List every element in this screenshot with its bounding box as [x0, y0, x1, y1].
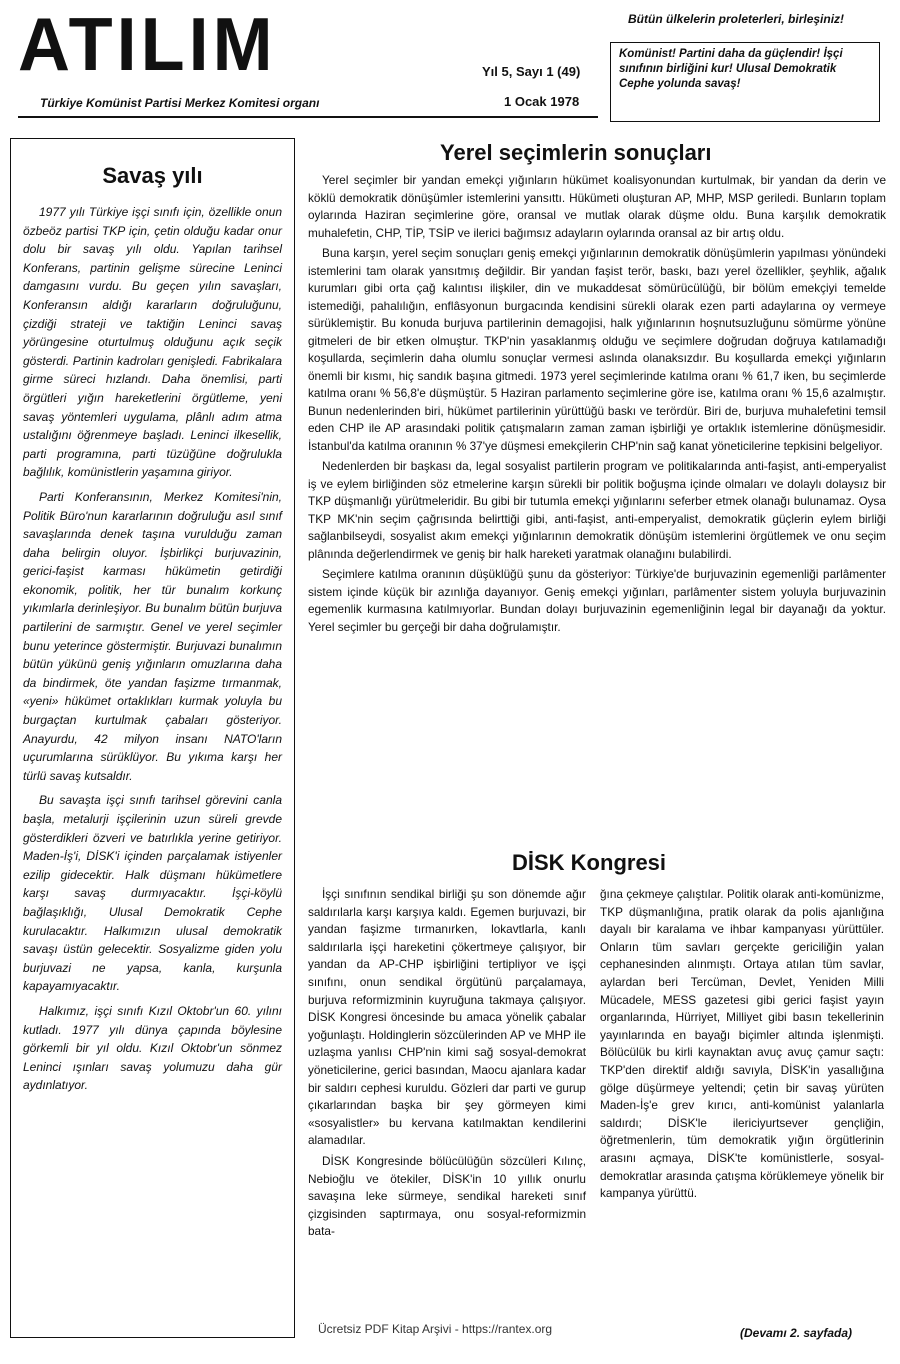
editorial-paragraph: Halkımız, işçi sınıfı Kızıl Oktobr'un 60. yılını kutladı. 1977 yılı dünya çapında böylesine görkemli bir yıl oldu. Kızıl Oktobr'un sönmez Leninci ışınları savaş yolumuzu daha gür aydınlatıyor. — [23, 1003, 282, 1093]
main-article-paragraph: Yerel seçimler bir yandan emekçi yığınların hükümet koalisyonundan kurtulmak, bir yandan da derin ve köklü demokratik dönüşümler istemlerini yansıttı. Hükümeti oluşturan AP, MHP, MSP geriledi. Bunların toplam oylarında Haziran seçimlerine göre, oransal ve mutlak olarak düşme oldu. Buna karşılık demokratik muhalefetin, CHP, TİP, TSİP ve ilerici bağımsız adayların oylarında oransal az bir artış oldu. — [308, 173, 886, 240]
editorial-box — [10, 138, 295, 1338]
disk-article-title: DİSK Kongresi — [512, 850, 667, 875]
editorial-paragraph: 1977 yılı Türkiye işçi sınıfı için, özellikle onun özbeöz partisi TKP için, çetin olduğu kadar onur dolu bir savaş yılı oldu. Yapılan tarihsel Konferans, partinin gelişme sürecine Leninci damgasını vurdu. Bu geçen yılın savaşları, Konferansın aldığı kararların doğruluğunu, çizdiği strateji ve taktiğin Leninci savaş yörüngesine oturtulmuş olduğunu açık seçik gösterdi. Partinin kadroları genişledi. Fabrikalara girme süreci hızlandı. Daha önemlisi, parti örgütleri yığın hareketlerini örgütleme, yeni savaş yöntemleri uygulama, plânlı adım atma ustalığını öğrenmeye başladı. Leninci ilkesellik, parti programına, parti tüzüğüne doğrulukla bağlılık, komünistlerin yaşamına giriyor. — [23, 205, 282, 480]
editorial-paragraph: Parti Konferansının, Merkez Komitesi'nin, Politik Büro'nun kararlarının doğruluğu asıl sınıf savaşlarında denek taşına vurulduğu zaman daha belirgin oluyor. İşbirlikçi burjuvazinin, gerici-faşist karması hükümetin getirdiği ekonomik, politik, her tür bunalım korkunç yıkımlarla derinleşiyor. Bu bunalım bütün burjuva partilerini de sarmıştır. Genel ve yerel seçimler bunu yeterince göstermiştir. Burjuvazi bunalımın bütün yükünü geniş yığınların omuzlarına daha da bindirmek, öte yandan faşizme tırmanmak, «yeni» hükümet ortaklıkları kurmak yoluyla bu burgaçtan kurtulmak çabaları gösteriyor. Anayurdu, 42 milyon insanı NATO'ların uçurumlarına sürüklüyor. Bu yıkıma karşı her türlü savaş kutsaldır. — [23, 489, 283, 783]
issue-date: 1 Ocak 1978 — [504, 94, 580, 109]
issue-number: Yıl 5, Sayı 1 (49) — [482, 64, 581, 79]
motto: Bütün ülkelerin proleterleri, birleşiniz! — [628, 12, 845, 26]
slogan-box: Komünist! Partini daha da güçlendir! İşçi sınıfının birliğini kur! Ulusal Demokratik Cephe yolunda savaş! — [610, 42, 880, 122]
disk-column-2 — [600, 886, 884, 1206]
disk-paragraph: DİSK Kongresinde bölücülüğün sözcüleri Kılınç, Nebioğlu ve ötekiler, DİSK'in 10 yıllık onurlu savaşına leke sürmeye, sendikal hareketi sınıf çizgisinden saptırmaya, onu sosyal-reformizmin bata- — [308, 1153, 586, 1239]
main-article-paragraph: Nedenlerden bir başkası da, legal sosyalist partilerin program ve politikalarında anti-faşist, anti-emperyalist iş ve eylem birliğinden söz etmelerine karşın sürekli bir politik boğuşma içinde olmaları ve dolaylı dolaysız bir TKP düşmanlığı yürütmeleridir. Bu gibi bir tutumla emekçi yığınlarını seferber etmek olanağı bulunamaz. Oysa TKP MK'nin seçim çağrısında belirttiği gibi, anti-faşist, anti-emperyalist, demokratik güçlerin eylem birliği sağlanbilseydi, sosyalist akım emekçi yığınlarının demokratik dönüşüm istemlerini örgütlemek ve onu seçim plânında değerlendirmek ve geniş bir halk hareketi yaratmak olanağını bulabilirdi. — [308, 459, 886, 561]
main-article-title: Yerel seçimlerin sonuçları — [440, 140, 712, 165]
disk-paragraph: ğına çekmeye çalıştılar. Politik olarak anti-komünizme, TKP düşmanlığına, pratik olarak da polis ajanlığına dayalı bir karalama ve ihbar kampanyası yürüttüler. Onların tüm savları gerçekte gericiliğin yalan cephanesinden alınmıştı. Ortaya atılan tüm savlar, aylardan beri Tercüman, Devlet, Yeniden Milli Mücadele, MESS gazetesi gibi gerici faşist yayın organlarında, Hürriyet, Milliyet gibi basın tekellerinin yayınlarında en bayağı biçimler altında işlenmişti. Bölücülük bu kirli kaynaktan avuç avuç çamur saçtı: TKP'den direktif aldığı savıyla, DİSK'in yasallığına gölge düşürmeye yeltendi; çetin bir savaş yürüten Maden-İş'e grev kırıcı, anti-komünist yalanlarla saldırdı; DİSK'le ilericiyurtsever gençliğin, öğretmenlerin, tüm demokratik yığın örgütlerinin arasını açmaya, DİSK'te komünistlerle, sosyal-demokratlar arasında çatışma körüklemeye yönelik bir kampanya yürüttü. — [600, 887, 884, 1201]
editorial-paragraph: Bu savaşta işçi sınıfı tarihsel görevini canla başla, metalurji işçilerinin uzun süreli grevde gösterdikleri özveri ve batırlıkla yerine getiriyor. Maden-İş'i, DİSK'i içinden parçalamak istiyenler ezilip gidecektir. Halk düşmanı hükümetlere karşı savaş durmıyacaktır. İşçi-köylü bağlaşıklığı, Ulusal Demokratik Cephe kurulacaktır. Halkımızın ulusal demokratik savaşı üstün gelecektir. Sosyalizme giden yolu burjuvazi ne yapsa, kanla, kurşunla kapayamıyacaktır. — [23, 793, 282, 994]
main-article-paragraph: Buna karşın, yerel seçim sonuçları geniş emekçi yığınlarının demokratik dönüşümlerin yapılması yönündeki istemlerini tam olarak yansıtmış değildir. Bir yandan faşist terör, baskı, bazı yerel özellikler, şeyhlik, ağalık kurumları gibi orta çağ kalıntısı ilişkiler, din ve mukaddesat sömürücülüğü, bir bölüm emekçiyi temelde istemediği, pahalılığın, enflâsyonun burgacında kendisini sürekli olarak ezen parti adaylarına oy vermeye sürüklemiştir. Bu konuda burjuva partilerinin demagojisi, halk yığınlarının hoşnutsuzluğunu sömürme yönüne gitmeleri de bir etken olmuştur. TKP'nin yasaklanmış olduğu ve seçimlere doğrudan doğruya katılamadığı koşullarda, seçimlerin daha olumlu sonuçlar vermesi aslında olanaksızdır. Bu koşullarda emekçi yığınların önemli bir kısmı, hiç sandık başına gitmedi. 1973 yerel seçimlerinde katılma oranı % 61,7 iken, bu seçimlerde katılma oranı % 56,8'e düşmüştür. 5 Haziran parlamento seçimlerine göre ise, katılma oranı % 15,6 azalmıştır. Bunun nedenlerinden biri, hükümet partilerinin yürüttüğü baskı ve terördür. Biri de, burjuva muhalefetini temsil eden CHP ile AP arasındaki politik çatışmaların zaman zaman işbirliği ye ortaklık istemlerine dönüşmesidir. İstanbul'da katılma oranının % 37'ye düşmesi emekçilerin CHP'nin sağ kanat yöneticilerine tepkisini belgeliyor. — [308, 246, 886, 453]
continued-note: (Devamı 2. sayfada) — [740, 1326, 853, 1340]
disk-paragraph: İşçi sınıfının sendikal birliği şu son dönemde ağır saldırılarla karşı karşıya kaldı. Egemen burjuvazi, bir yandan faşizme tırmanırken, lokavtlarla, kanlı saldırılarla işçi hareketini çökertmeye çalışıyor, bir yandan da AP-CHP işbirliğini tertipliyor ve işçi sınıfını, onun sendikal örgütünü parçalamaya, burjuva reformizminin kuyruğuna takmaya çalışıyor. DİSK Kongresi öncesinde bu amaca yönelik çabalar yoğunlaştı. Holdinglerin sözcülerinden AP ve MHP ile uzlaşma yanlısı CHP'nin kimi sağ sosyal-demokrat yöneticilerine, gerici basından, Maocu ajanlara kadar bir saldırı cephesi kuruldu. Gözleri dar parti ve gurup çıkarlarından başka bir şey görmeyen kimi «sosyalistler» bu kervana katılmaktan kendilerini alamadılar. — [308, 887, 586, 1148]
main-article-body — [308, 172, 886, 639]
masthead-rule — [18, 116, 598, 118]
watermark-text: Ücretsiz PDF Kitap Arşivi - https://rantex.org — [318, 1322, 553, 1336]
disk-column-1 — [308, 886, 586, 1244]
newspaper-logo: ATILIM — [18, 2, 277, 87]
masthead — [8, 4, 888, 114]
newspaper-subtitle: Türkiye Komünist Partisi Merkez Komitesi organı — [40, 96, 320, 110]
editorial-title: Savaş yılı — [102, 163, 203, 188]
main-article-paragraph: Seçimlere katılma oranının düşüklüğü şunu da gösteriyor: Türkiye'de burjuvazinin egemenliği parlâmenter sistem içinde küçük bir azınlığa dayanıyor. Geniş emekçi yığınları, parlâmenter sistem yoluyla burjuvazinin egemenlik kurmasına katılmıyorlar. Bundan dolayı burjuvazinin egemenliğinin legal bir dayanağı da yoktur. Yerel seçimler bu gerçeği bir daha doğrulamıştır. — [308, 567, 886, 634]
